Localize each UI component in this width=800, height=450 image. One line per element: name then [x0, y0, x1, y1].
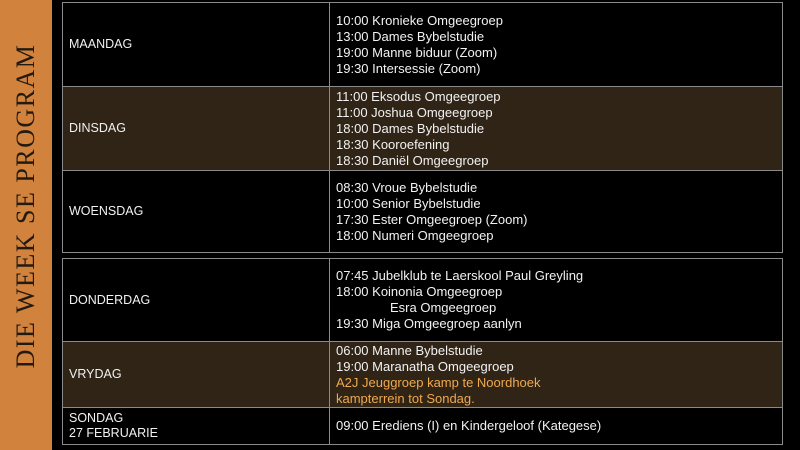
page-title: DIE WEEK SE PROGRAM [11, 43, 40, 369]
event-item: 18:00 Dames Bybelstudie [336, 120, 485, 136]
schedule-row [63, 342, 783, 408]
event-item: 08:30 Vroue Bybelstudie [336, 179, 478, 195]
event-item: 09:00 Erediens (I) en Kindergeloof (Kategese) [336, 418, 602, 433]
event-item: 11:00 Joshua Omgeegroep [336, 104, 493, 120]
sidebar [0, 0, 52, 450]
event-item: 18:30 Daniël Omgeegroep [336, 152, 489, 168]
day-label: DINSDAG [69, 121, 126, 135]
day-cell [63, 87, 330, 171]
event-item: 19:00 Manne biduur (Zoom) [336, 44, 498, 60]
day-label: DONDERDAG [69, 292, 151, 307]
day-cell [63, 408, 330, 445]
schedule-table-mon-wed [62, 2, 783, 253]
day-label: SONDAG 27 FEBRUARIE [69, 411, 158, 440]
schedule-row [63, 3, 783, 87]
event-item: 18:00 Numeri Omgeegroep [336, 227, 494, 243]
event-highlight: kampterrein tot Sondag. [336, 390, 475, 406]
event-item: 18:30 Kooroefening [336, 136, 450, 152]
schedule-row [63, 87, 783, 171]
event-item: 19:30 Intersessie (Zoom) [336, 60, 481, 76]
event-item: 19:30 Miga Omgeegroep aanlyn [336, 316, 522, 331]
event-item: 10:00 Senior Bybelstudie [336, 195, 481, 211]
events-cell [330, 342, 783, 408]
events-cell [330, 87, 783, 171]
schedule-row [63, 171, 783, 253]
event-item: 07:45 Jubelklub te Laerskool Paul Greyling [336, 268, 584, 283]
events-cell [330, 259, 783, 342]
schedule-row [63, 259, 783, 342]
events-cell [330, 3, 783, 87]
day-label: WOENSDAG [69, 204, 144, 218]
event-item: 10:00 Kronieke Omgeegroep [336, 12, 503, 28]
day-cell [63, 3, 330, 87]
event-item: 11:00 Eksodus Omgeegroep [336, 88, 501, 104]
day-cell [63, 171, 330, 253]
day-cell [63, 342, 330, 408]
day-cell [63, 259, 330, 342]
event-item: 19:00 Maranatha Omgeegroep [336, 358, 514, 374]
event-item: Esra Omgeegroep [390, 300, 497, 315]
event-highlight: A2J Jeuggroep kamp te Noordhoek [336, 374, 541, 390]
events-cell [330, 408, 783, 445]
schedule-row [63, 408, 783, 445]
events-cell [330, 171, 783, 253]
event-item: 06:00 Manne Bybelstudie [336, 342, 483, 358]
day-label: MAANDAG [69, 37, 133, 51]
day-label: VRYDAG [69, 367, 122, 381]
event-item: 18:00 Koinonia Omgeegroep [336, 284, 503, 299]
schedule-table-thu-sun [62, 258, 783, 445]
event-item: 13:00 Dames Bybelstudie [336, 28, 485, 44]
event-item: 17:30 Ester Omgeegroep (Zoom) [336, 211, 528, 227]
